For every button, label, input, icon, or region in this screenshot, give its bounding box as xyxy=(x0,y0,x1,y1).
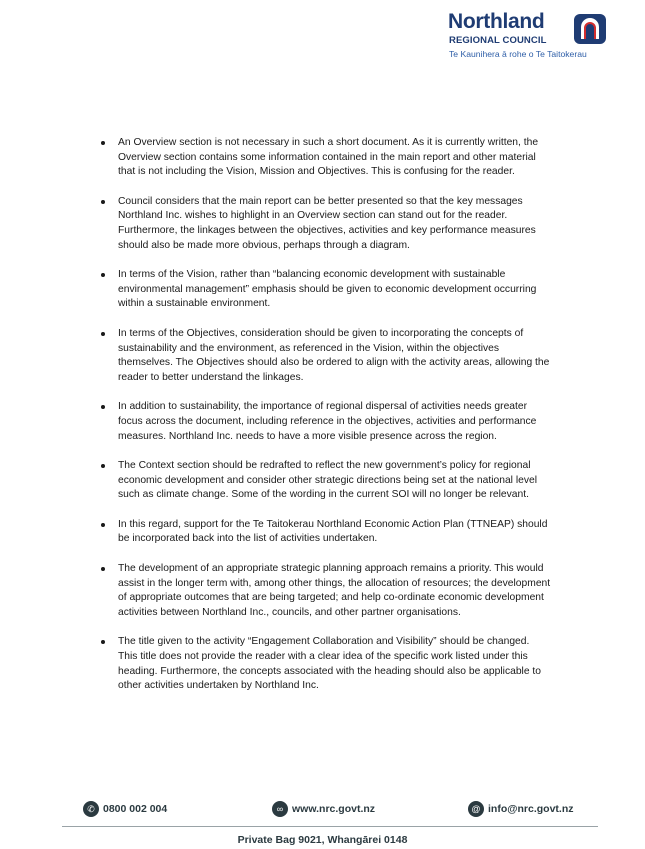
logo-name: Northland xyxy=(448,10,545,33)
logo-subtitle: REGIONAL COUNCIL xyxy=(449,35,547,46)
list-item: Council considers that the main report can be better presented so that the key messages Northland Inc. wishes to highlight in an Overview section can stand out for the reader. Furthermore, the linkages between the objectives, activities and key performance measures should also be made more obvious, perhaps through a diagram. xyxy=(96,195,551,253)
list-item: The title given to the activity “Engagement Collaboration and Visibility” should be changed. This title does not provide the reader with a clear idea of the specific work listed under this heading. Furthermore, the concepts associated with the heading should also be applicable to other activities undertaken by Northland Inc. xyxy=(96,635,551,693)
phone-icon: ✆ xyxy=(83,801,99,817)
at-icon: @ xyxy=(468,801,484,817)
list-item: The development of an appropriate strategic planning approach remains a priority. This would assist in the longer term with, among other things, the allocation of resources; the development of appropriate outcomes that are being targeted; and help co-ordinate economic development activities between Northland Inc., councils, and other partner organisations. xyxy=(96,562,551,620)
footer-address: Private Bag 9021, Whangārei 0148 xyxy=(237,834,408,846)
list-item: In terms of the Objectives, consideration should be given to incorporating the concepts of sustainability and the environment, as referenced in the Vision, within the objectives themselves. The Objectives should also be ordered to align with the activity areas, allowing the reader to better understand the linkages. xyxy=(96,327,551,385)
footer-divider xyxy=(62,826,598,827)
list-item: In this regard, support for the Te Taitokerau Northland Economic Action Plan (TTNEAP) should be incorporated back into the list of activities undertaken. xyxy=(96,518,551,547)
list-item: An Overview section is not necessary in such a short document. As it is currently written, the Overview section contains some information contained in the main report and other material that is not including the Vision, Mission and Objectives. This is confusing for the reader. xyxy=(96,136,551,180)
list-item: In addition to sustainability, the importance of regional dispersal of activities needs greater focus across the document, including reference in the objectives, activities and performance measures. Northland Inc. needs to have a more visible presence across the region. xyxy=(96,400,551,444)
link-icon: ∞ xyxy=(272,801,288,817)
council-logo xyxy=(446,10,616,62)
list-item: The Context section should be redrafted to reflect the new government’s policy for regional economic development and consider other strategic directions being set at the national level such as climate change. Some of the wording in the current SOI will no longer be relevant. xyxy=(96,459,551,503)
list-item: In terms of the Vision, rather than “balancing economic development with sustainable environmental management” emphasis should be given to economic development occurring within a sustainable environment. xyxy=(96,268,551,312)
footer-phone: 0800 002 004 xyxy=(103,803,168,815)
footer-website[interactable]: www.nrc.govt.nz xyxy=(292,803,376,815)
document-body xyxy=(96,136,551,709)
footer-email[interactable]: info@nrc.govt.nz xyxy=(488,803,574,815)
logo-maori-tagline: Te Kaunihera ā rohe o Te Taitokerau xyxy=(449,49,587,59)
logo-mark-icon xyxy=(574,14,606,44)
bullet-list xyxy=(96,136,551,694)
